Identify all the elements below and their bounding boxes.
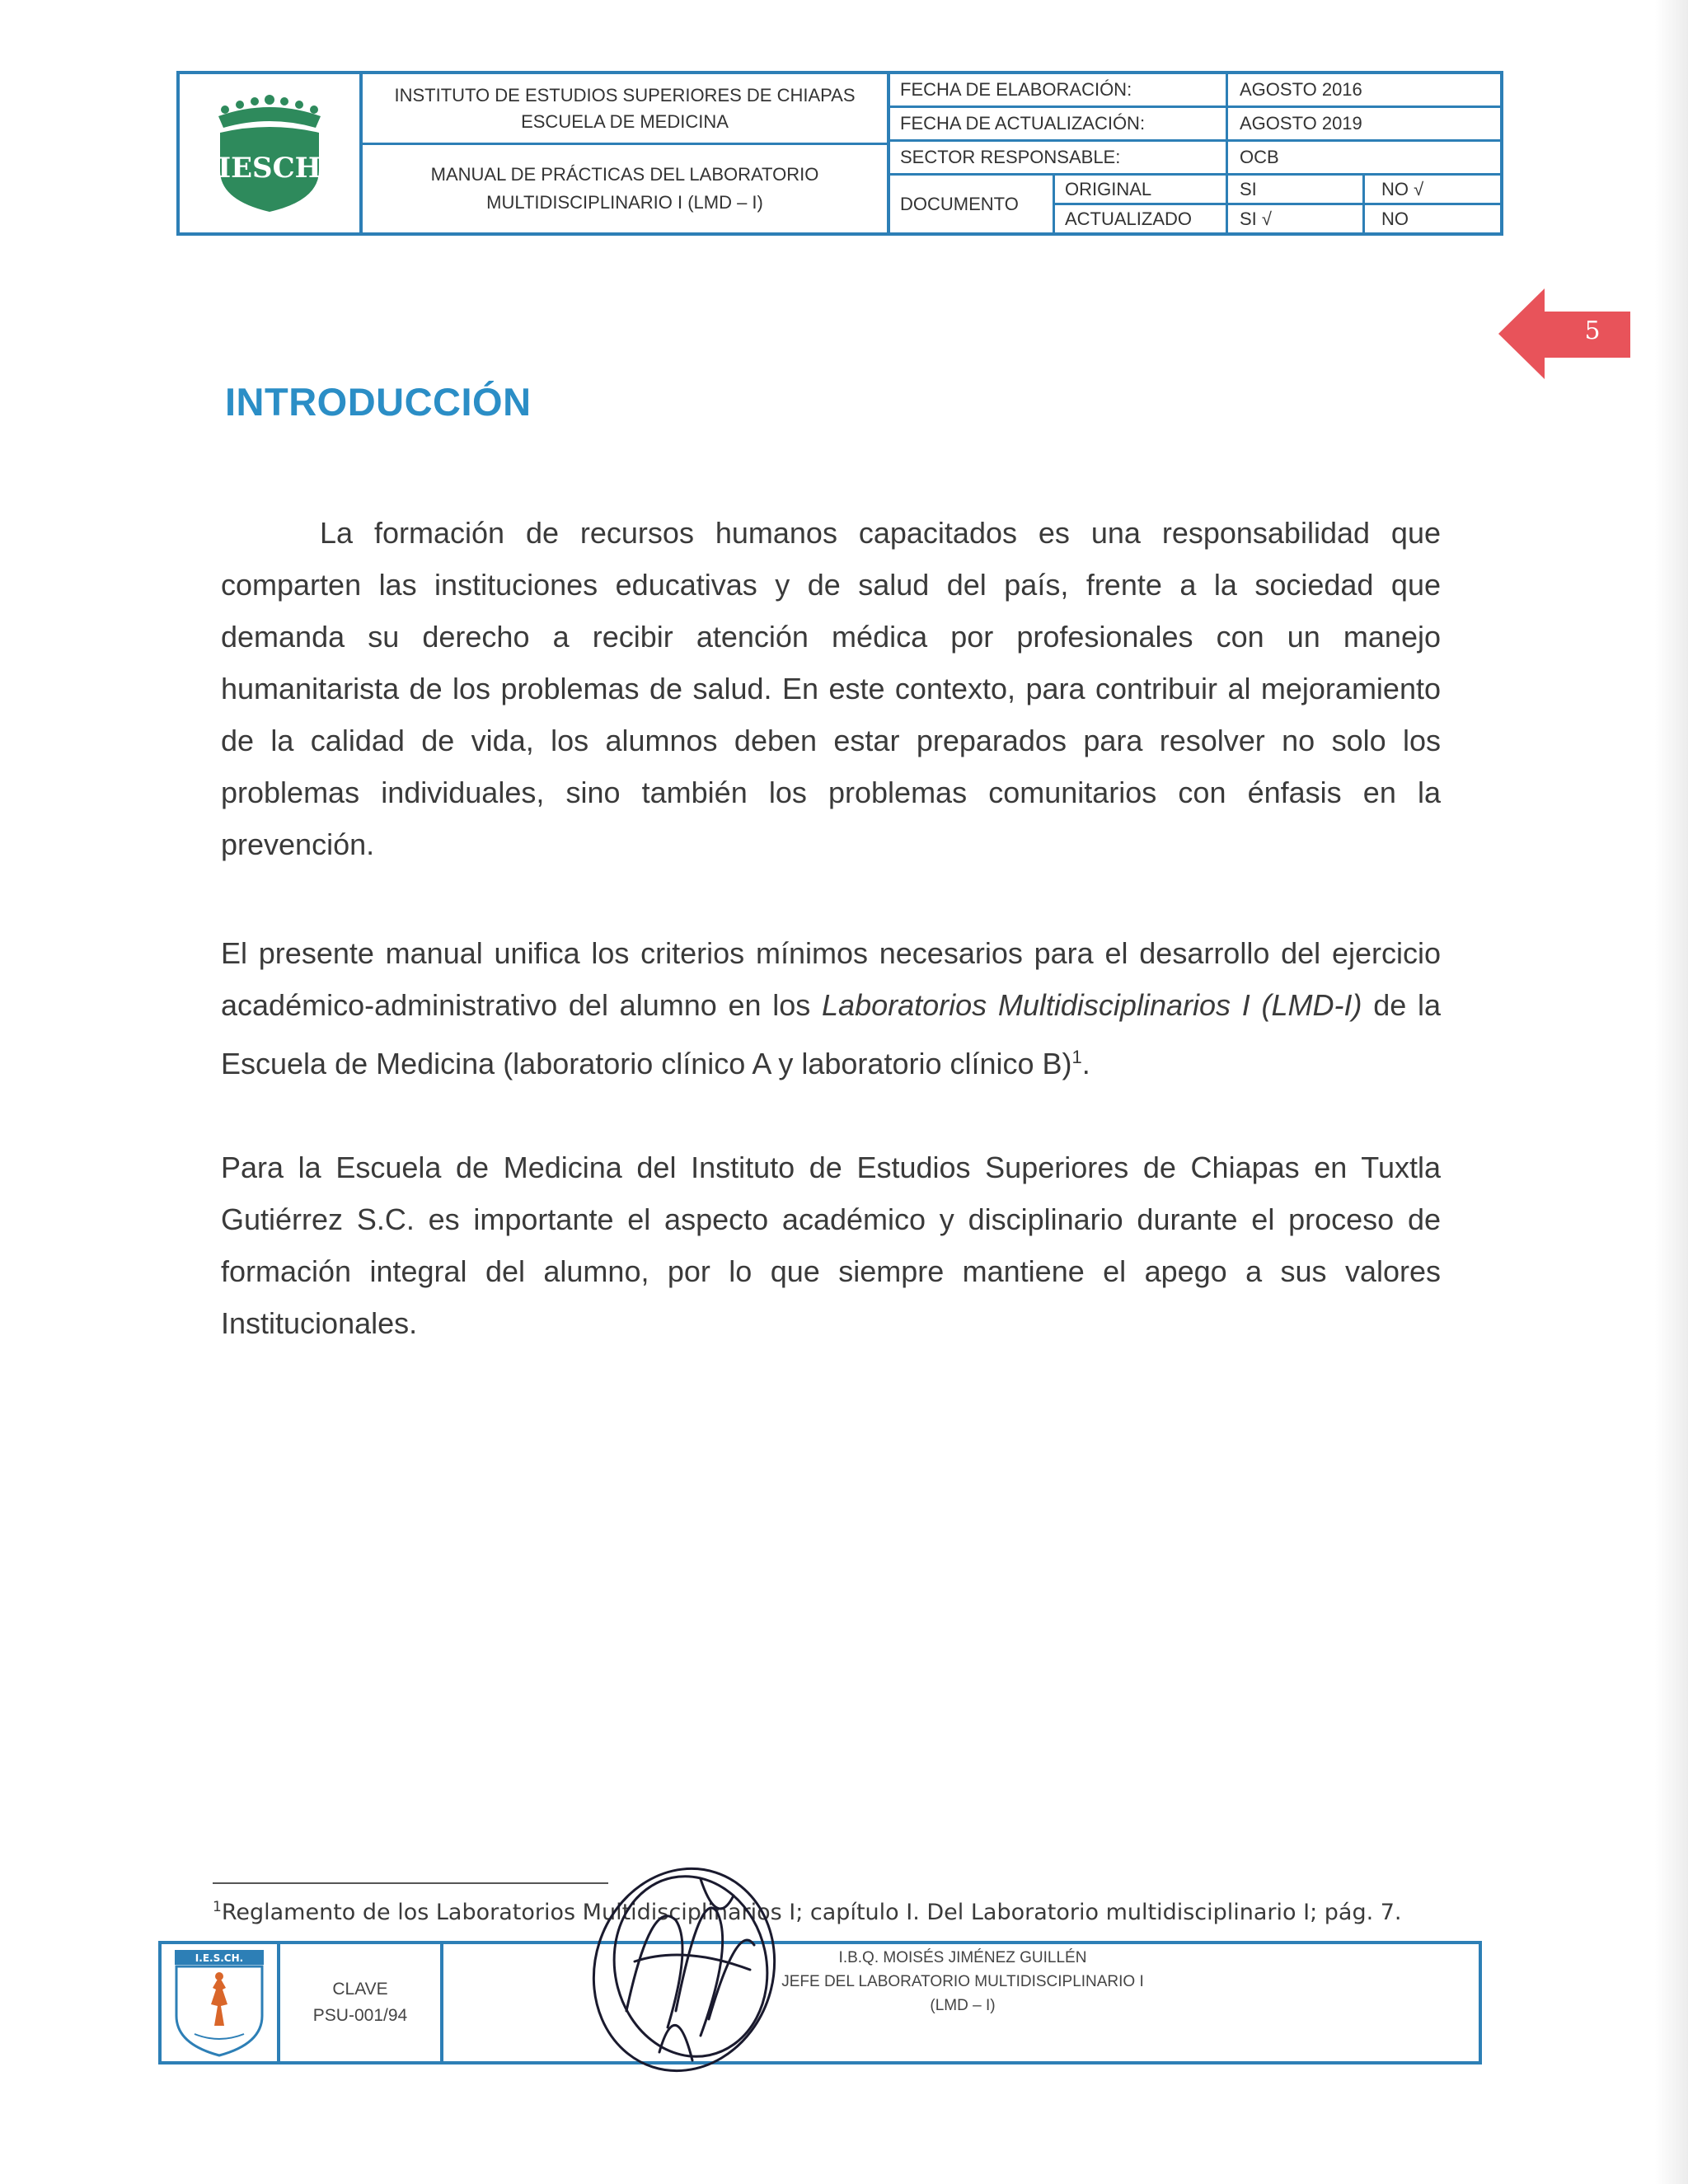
- scan-edge-shadow: [1655, 0, 1688, 2184]
- footnote-text: Reglamento de los Laboratorios Multidisciplinarios I; capítulo I. Del Laboratorio multidisciplinario I; pág. 7.: [221, 1900, 1402, 1925]
- page-number-tab: [1498, 288, 1630, 379]
- footnote-rule: [213, 1882, 608, 1884]
- original-row: [1055, 176, 1500, 205]
- paragraph-2-text-b: de la Escuela de Medicina (laboratorio clínico A y laboratorio clínico B): [221, 988, 1441, 1080]
- footnote-ref: 1: [1071, 1047, 1082, 1067]
- fecha-actualizacion-label: FECHA DE ACTUALIZACIÓN:: [890, 108, 1228, 139]
- institute-name-cell: [363, 74, 887, 145]
- footer-table: [158, 1941, 1482, 2064]
- actualizado-si: SI √: [1228, 205, 1365, 232]
- handwritten-signature: [577, 1846, 791, 2077]
- fecha-actualizacion-row: [890, 108, 1500, 142]
- paragraph-2-end: .: [1081, 1047, 1090, 1080]
- header-table: [176, 71, 1503, 236]
- fecha-elaboracion-label: FECHA DE ELABORACIÓN:: [890, 74, 1228, 105]
- svg-text:IESCH: IESCH: [218, 152, 321, 185]
- documento-row: [890, 176, 1500, 232]
- page-title: INTRODUCCIÓN: [225, 380, 532, 424]
- institute-name: INSTITUTO DE ESTUDIOS SUPERIORES DE CHIAPAS: [394, 84, 856, 105]
- paragraph-2: [221, 927, 1441, 1090]
- sector-value: OCB: [1240, 147, 1279, 167]
- sector-label: SECTOR RESPONSABLE:: [890, 142, 1228, 173]
- documento-label: DOCUMENTO: [890, 176, 1055, 232]
- paragraph-2-emphasis: Laboratorios Multidisciplinarios I (LMD-I): [822, 988, 1362, 1022]
- original-no: NO √: [1381, 178, 1424, 199]
- iesch-logo: [180, 74, 363, 232]
- shield-crest-icon: [170, 1947, 269, 2059]
- signer-role-2: (LMD – I): [930, 1997, 996, 2014]
- crown-shield-icon: [204, 91, 335, 215]
- actualizado-label: ACTUALIZADO: [1055, 205, 1228, 232]
- clave-value: PSU-001/94: [312, 2006, 408, 2025]
- manual-title-cell: [363, 145, 887, 232]
- actualizado-no: NO: [1381, 208, 1409, 229]
- sector-row: [890, 142, 1500, 176]
- fecha-actualizacion-value: AGOSTO 2019: [1240, 113, 1362, 134]
- actualizado-row: [1055, 205, 1500, 232]
- fecha-elaboracion-row: [890, 74, 1500, 108]
- clave-cell: [280, 1944, 443, 2061]
- original-si: SI: [1228, 176, 1365, 203]
- manual-title-line2: MULTIDISCIPLINARIO I (LMD – I): [486, 192, 763, 213]
- paragraph-3: Para la Escuela de Medicina del Instituto de Estudios Superiores de Chiapas en Tuxtla Gutiérrez S.C. es importante el aspecto académico y disciplinario durante el proceso de formación integral del alumno, por lo que siempre mantiene el apego a sus valores Institucionales.: [221, 1151, 1441, 1340]
- clave-label: CLAVE: [332, 1980, 388, 1999]
- manual-title-line1: MANUAL DE PRÁCTICAS DEL LABORATORIO: [430, 164, 819, 185]
- svg-text:I.E.S.CH.: I.E.S.CH.: [195, 1952, 244, 1964]
- school-name: ESCUELA DE MEDICINA: [521, 110, 729, 132]
- signer-role: JEFE DEL LABORATORIO MULTIDISCIPLINARIO I: [781, 1973, 1144, 1990]
- original-label: ORIGINAL: [1055, 176, 1228, 203]
- page-number: 5: [1584, 316, 1601, 345]
- iesch-footer-logo: [162, 1944, 280, 2061]
- paragraph-1: La formación de recursos humanos capacitados es una responsabilidad que comparten las instituciones educativas y de salud del país, frente a la sociedad que demanda su derecho a recibir atención médica por profesionales con un manejo humanitarista de los problemas de salud. En este contexto, para contribuir al mejoramiento de la calidad de vida, los alumnos deben estar preparados para resolver no solo los problemas individuales, sino también los problemas comunitarios con énfasis en la prevención.: [221, 516, 1441, 861]
- paragraph-2-text-a: El presente manual unifica los criterios mínimos necesarios para el desarrollo del ejercicio académico-administrativo del alumno en los: [221, 936, 1441, 1022]
- signer-name: I.B.Q. MOISÉS JIMÉNEZ GUILLÉN: [838, 1949, 1087, 1966]
- footnote-marker: 1: [213, 1899, 222, 1915]
- fecha-elaboracion-value: AGOSTO 2016: [1240, 79, 1362, 100]
- footnote: [213, 1899, 1402, 1925]
